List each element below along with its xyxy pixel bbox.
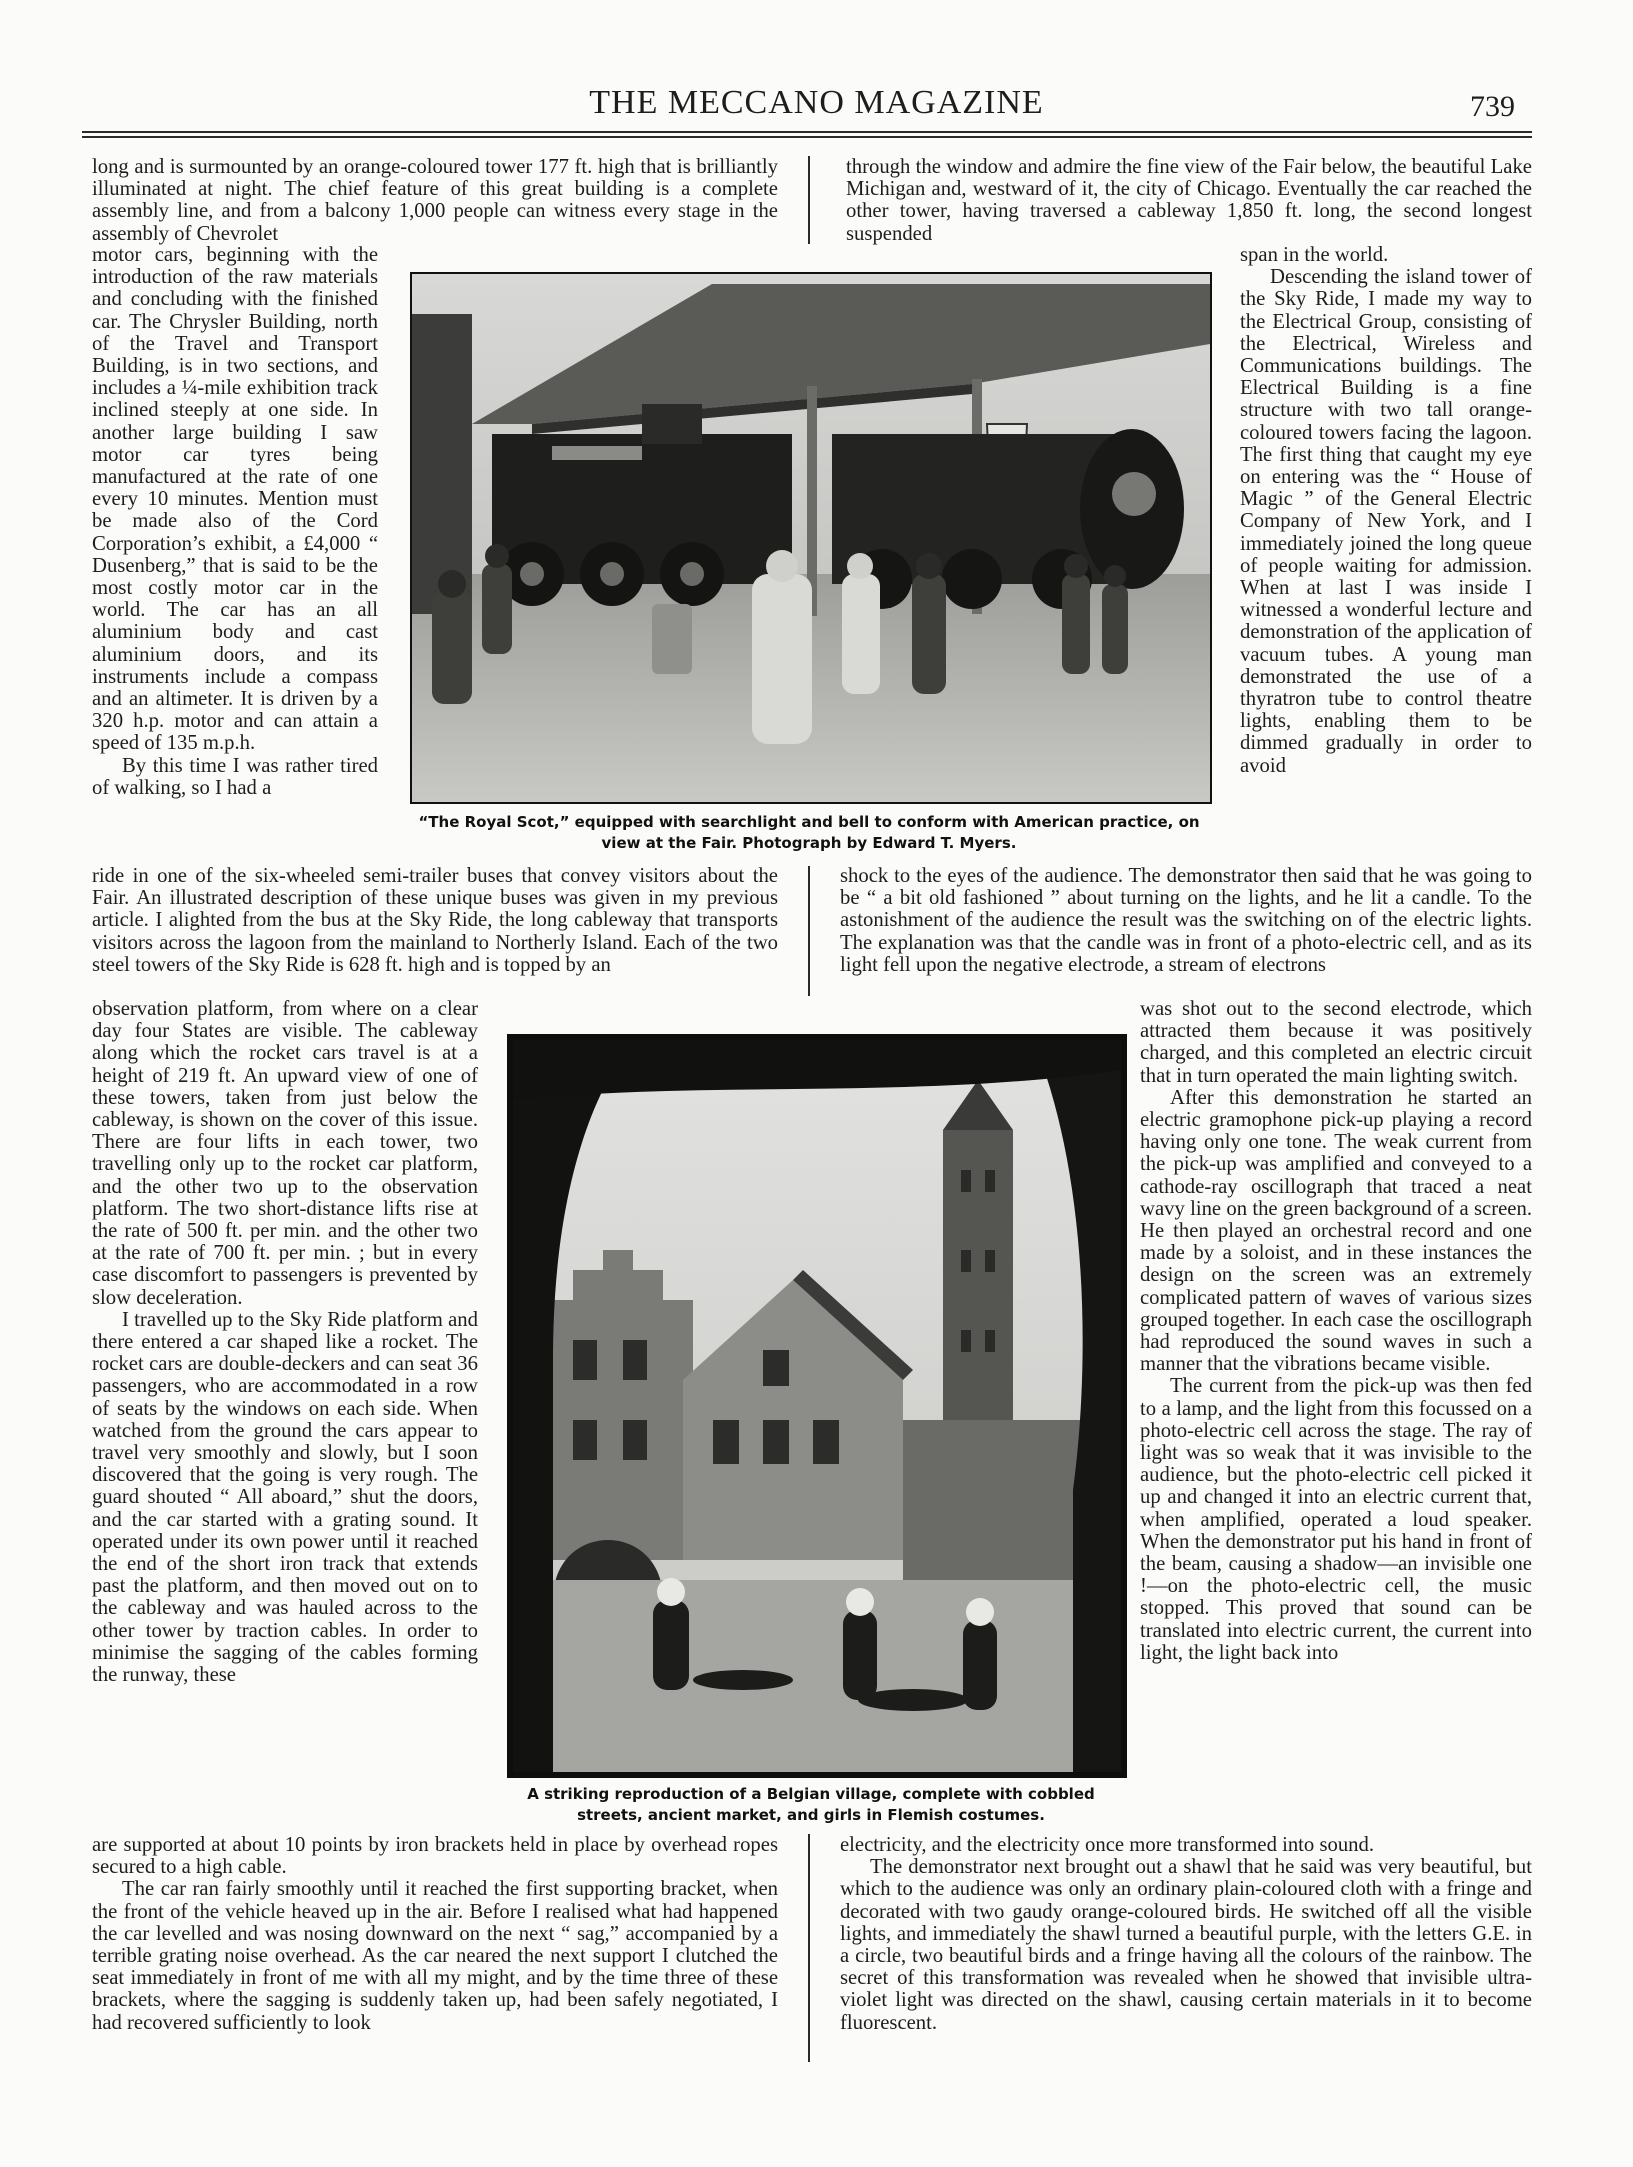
text-right-middle: shock to the eyes of the audience. The demonstrator then said that he was going to be “ a bit old fashioned ” about turning on the lights, and he lit a candle. To the astonishment of the audience the result was the switching on of the electric lights. The explanation was that the candle was in front of a photo-electric cell, and as its light fell upon the negative electrode, a stream of electrons (840, 865, 1532, 976)
text-left-bottom: are supported at about 10 points by iron brackets held in place by overhead ropes secured to a high cable. The car ran fairly smoothly until it reached the first supporting bracket, when the front of the vehicle heaved up in the air. Before I realised what had happened the car levelled and was nosing downward on the next “ sag,” accompanied by a terrible grating noise overhead. As the car neared the next support I clutched the seat immediately in front of me with all my might, and by the time three of these brackets, where the sagging is suddenly taken up, had been safely negotiated, I had recovered sufficiently to look (92, 1834, 778, 2034)
text-right-lower: was shot out to the second electrode, which attracted them because it was positively charged, and this completed an electric circuit that in turn operated the main lighting switch. After this demonstration he started an electric gramophone pick-up playing a record having only one tone. The weak current from the pick-up was amplified and conveyed to a cathode-ray oscillograph that traced a neat wavy line on the green background of a screen. He then played an orchestral record and one made by a soloist, and in these instances the design on the screen was an extremely complicated pattern of waves of various sizes grouped together. In each case the oscillograph had reproduced the sound waves in such a manner that the vibrations became visible. The current from the pick-up was then fed to a lamp, and the light from this focussed on a photo-electric cell across the stage. The ray of light was so weak that it was invisible to the audience, but the photo-electric cell picked it up and changed it into an electric current that, when amplified, operated a loud speaker. When the demonstrator put his hand in front of the beam, causing a shadow—an invisible one !—on the photo-electric cell, the music stopped. This proved that sound can be translated into electric current, the current into light, the light back into (1140, 998, 1532, 1664)
belgian-village-photo (507, 1034, 1127, 1778)
column-divider-middle (808, 866, 810, 996)
belgian-village-caption: A striking reproduction of a Belgian village, complete with cobbled streets, ancient market, and girls in Flemish costumes. (527, 1785, 1095, 1824)
column-divider-bottom (808, 1834, 810, 2062)
text-left-middle: ride in one of the six-wheeled semi-trailer buses that convey visitors about the Fair. An illustrated description of these unique buses was given in my previous article. I alighted from the bus at the Sky Ride, the long cableway that transports visitors across the lagoon from the mainland to Northerly Island. Each of the two steel towers of the Sky Ride is 628 ft. high and is topped by an (92, 865, 778, 976)
royal-scot-illustration (412, 274, 1210, 802)
royal-scot-photo (410, 272, 1212, 804)
text-right-bottom: electricity, and the electricity once more transformed into sound. The demonstrator next brought out a shawl that he said was very beautiful, but which to the audience was only an ordinary plain-coloured cloth with a fringe and decorated with two gaudy orange-coloured birds. He switched off all the visible lights, and immediately the shawl turned a beautiful purple, with the letters G.E. in a circle, two beautiful birds and a fringe having all the colours of the rainbow. The secret of this transformation was revealed when he showed that invisible ultra-violet light was directed on the shawl, causing certain materials in it to become fluorescent. (840, 1834, 1532, 2034)
page-number: 739 (1470, 90, 1515, 123)
header-rule-top (82, 131, 1532, 133)
text-left-lower: observation platform, from where on a clear day four States are visible. The cableway along which the rocket cars travel is at a height of 219 ft. An upward view of one of these towers, taken from just below the cableway, is shown on the cover of this issue. There are four lifts in each tower, two travelling only up to the rocket car platform, and the other two up to the observation platform. The two short-distance lifts rise at the rate of 500 ft. per min. and the other two at the rate of 700 ft. per min. ; but in every case discomfort to passengers is prevented by slow deceleration. I travelled up to the Sky Ride platform and there entered a car shaped like a rocket. The rocket cars are double-deckers and can seat 36 passengers, who are accommodated in a row of seats by the windows on each side. When watched from the ground the cars appear to travel very smoothly and slowly, but I soon discovered that the going is very rough. The guard shouted “ All aboard,” shut the doors, and the car started with a grating sound. It operated under its own power until it reached the end of the short iron track that extends past the platform, and then moved out on to the cableway and was hauled across to the other tower by traction cables. In order to minimise the sagging of the cables forming the runway, these (92, 998, 478, 1687)
belgian-village-illustration (513, 1040, 1121, 1772)
text-left-narrow: motor cars, beginning with the introduction of the raw materials and concluding with the finished car. The Chrysler Building, north of the Travel and Transport Building, is in two sections, and includes a ¼-mile exhibition track inclined steeply at one side. In another large building I saw motor car tyres being manufactured at the rate of one every 10 minutes. Mention must be made also of the Cord Corporation’s exhibit, a £4,000 “ Dusenberg,” that is said to be the most costly motor car in the world. The car has an all aluminium body and cast aluminium doors, and its instruments include a compass and an altimeter. It is driven by a 320 h.p. motor and can attain a speed of 135 m.p.h. By this time I was rather tired of walking, so I had a (92, 244, 378, 799)
text-right-top: through the window and admire the fine view of the Fair below, the beautiful Lake Michigan and, westward of it, the city of Chicago. Eventually the car reached the other tower, having traversed a cableway 1,850 ft. long, the second longest suspended (846, 156, 1532, 245)
header-rule-bottom (82, 136, 1532, 138)
column-divider-top (808, 156, 810, 244)
text-left-top: long and is surmounted by an orange-coloured tower 177 ft. high that is brilliantly illuminated at night. The chief feature of this great building is a complete assembly line, and from a balcony 1,000 people can witness every stage in the assembly of Chevrolet (92, 156, 778, 245)
text-right-narrow: span in the world. Descending the island tower of the Sky Ride, I made my way to the Electrical Group, consisting of the Electrical, Wireless and Communications buildings. The Electrical Building is a fine structure with two tall orange-coloured towers facing the lagoon. The first thing that caught my eye on entering was the “ House of Magic ” of the General Electric Company of New York, and I immediately joined the long queue of people waiting for admission. When at last I was inside I witnessed a wonderful lecture and demonstration of the application of vacuum tubes. A young man demonstrated the use of a thyratron tube to control theatre lights, enabling them to be dimmed gradually in order to avoid (1240, 244, 1532, 777)
royal-scot-caption: “The Royal Scot,” equipped with searchlight and bell to conform with American practice, on view at the Fair. Photograph by Edward T. Myers. (418, 813, 1200, 852)
page-title: THE MECCANO MAGAZINE (589, 84, 1044, 121)
